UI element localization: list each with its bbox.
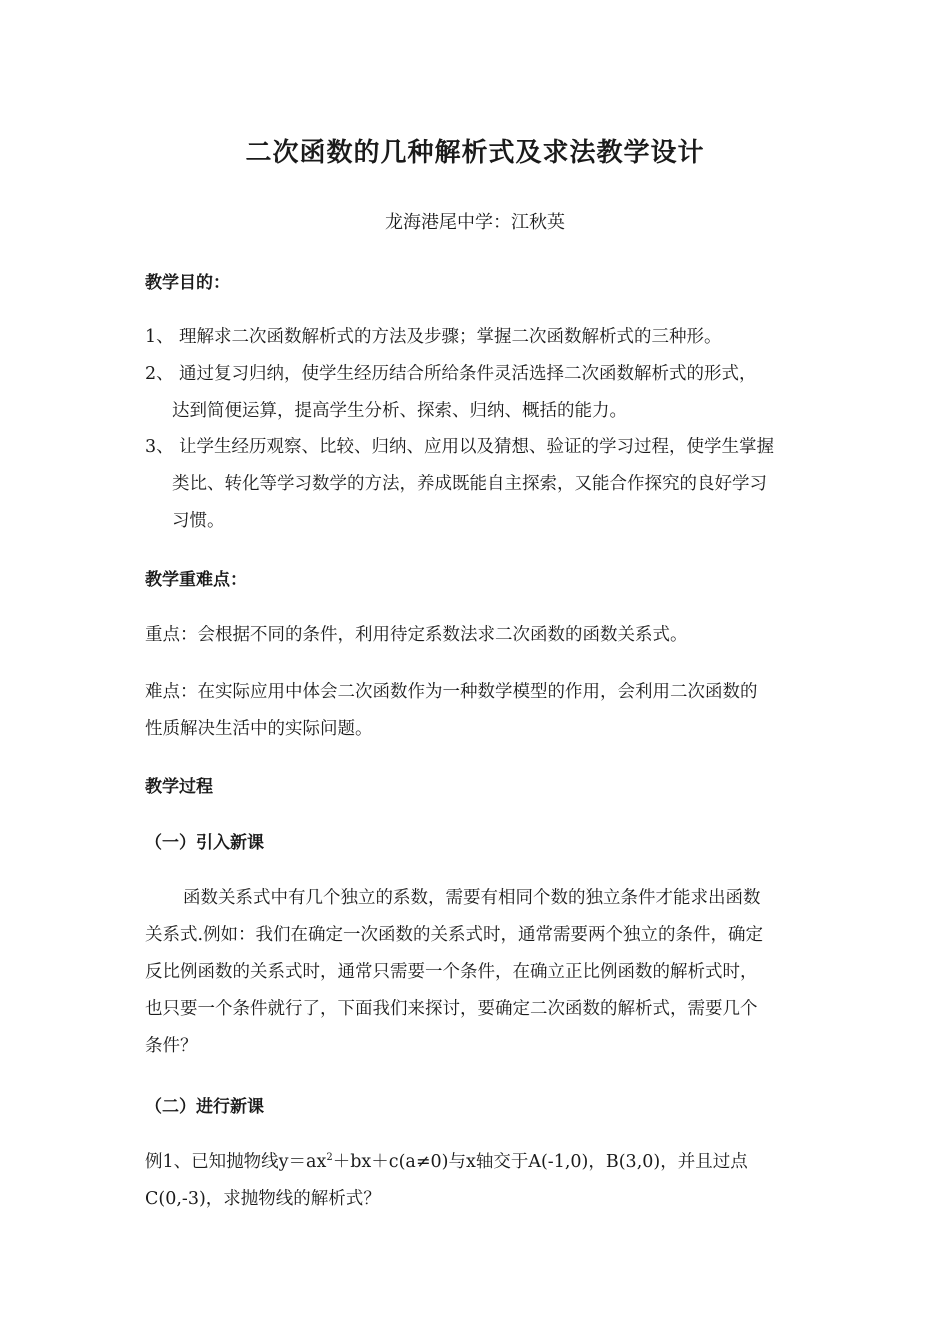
objective-item-2-cont: 达到简便运算，提高学生分析、探索、归纳、概括的能力。 [172, 401, 627, 421]
item-text: 理解求二次函数解析式的方法及步骤；掌握二次函数解析式的三种形。 [179, 327, 722, 347]
part1-heading: （一）引入新课 [145, 833, 264, 853]
exponent: 2 [326, 1152, 333, 1164]
document-title: 二次函数的几种解析式及求法教学设计 [245, 138, 705, 168]
example-text: 例1、已知抛物线y＝ax [145, 1152, 327, 1172]
intro-paragraph-line: 关系式.例如：我们在确定一次函数的关系式时，通常需要两个独立的条件，确定 [145, 925, 764, 945]
intro-paragraph-line: 函数关系式中有几个独立的系数，需要有相同个数的独立条件才能求出函数 [183, 888, 761, 908]
difficulty-text: 难点：在实际应用中体会二次函数作为一种数学模型的作用，会利用二次函数的 [145, 682, 758, 702]
example-1-line [145, 1148, 748, 1173]
item-number: 1、 [145, 327, 174, 347]
item-text: 让学生经历观察、比较、归纳、应用以及猜想、验证的学习过程，使学生掌握 [179, 437, 774, 457]
intro-paragraph-line: 条件？ [145, 1036, 198, 1056]
focus-text: 重点：会根据不同的条件，利用待定系数法求二次函数的函数关系式。 [145, 625, 688, 645]
item-text: 通过复习归纳，使学生经历结合所给条件灵活选择二次函数解析式的形式， [179, 364, 757, 384]
part2-heading: （二）进行新课 [145, 1097, 264, 1117]
example-text: ＋bx＋c(a≠0)与x轴交于A(-1,0)，B(3,0)，并且过点 [332, 1152, 748, 1172]
objective-item-2 [145, 360, 757, 385]
author-line: 龙海港尾中学：江秋英 [385, 212, 565, 233]
item-number: 3、 [145, 437, 174, 457]
objective-item-1 [145, 323, 722, 348]
item-number: 2、 [145, 364, 174, 384]
difficulty-text-cont: 性质解决生活中的实际问题。 [145, 719, 373, 739]
intro-paragraph-line: 也只要一个条件就行了，下面我们来探讨，要确定二次函数的解析式，需要几个 [145, 999, 758, 1019]
key-points-heading: 教学重难点： [145, 570, 247, 590]
objectives-heading: 教学目的： [145, 273, 230, 293]
example-1-line-cont: C(0,-3)，求抛物线的解析式？ [145, 1189, 381, 1209]
objective-item-3-cont: 类比、转化等学习数学的方法，养成既能自主探索，又能合作探究的良好学习 [172, 474, 767, 494]
process-heading: 教学过程 [145, 777, 213, 797]
intro-paragraph-line: 反比例函数的关系式时，通常只需要一个条件，在确立正比例函数的解析式时， [145, 962, 758, 982]
objective-item-3-cont: 习惯。 [172, 511, 225, 531]
objective-item-3 [145, 433, 774, 458]
